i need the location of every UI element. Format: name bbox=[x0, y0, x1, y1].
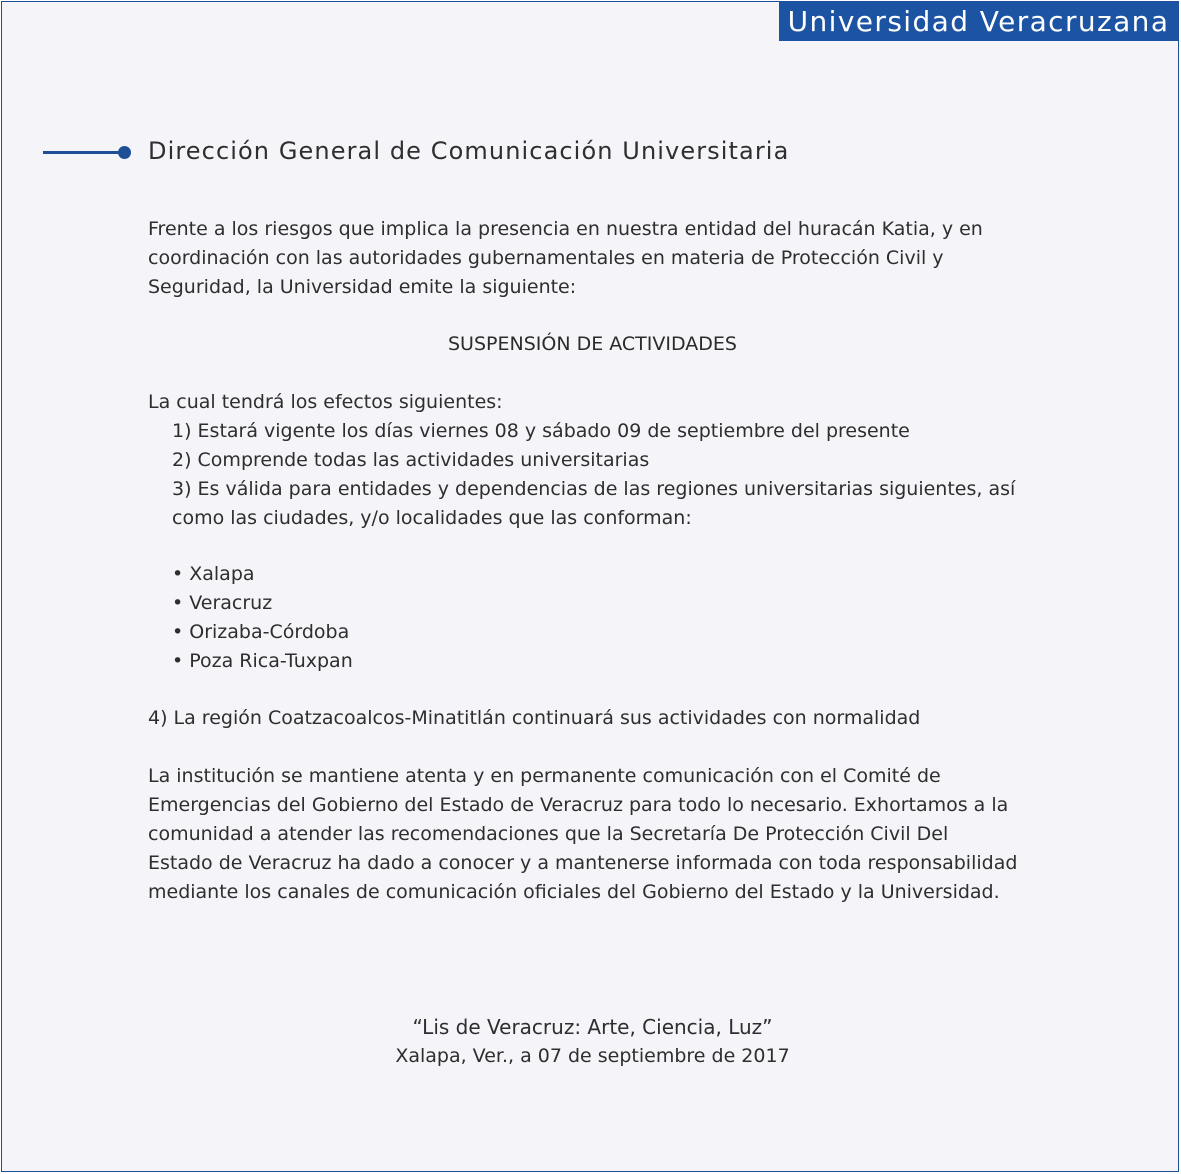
intro-line: Frente a los riesgos que implica la presencia en nuestra entidad del huracán Katia, y en bbox=[148, 218, 983, 240]
department-rule-dot bbox=[118, 146, 131, 159]
effect-item: 3) Es válida para entidades y dependencias de las regiones universitarias siguientes, así bbox=[172, 478, 1016, 500]
effects-lead: La cual tendrá los efectos siguientes: bbox=[148, 391, 503, 413]
list-item: • Orizaba-Córdoba bbox=[172, 621, 350, 643]
list-item: • Veracruz bbox=[172, 592, 273, 614]
intro-paragraph bbox=[148, 215, 983, 302]
point-four: 4) La región Coatzacoalcos-Minatitlán continuará sus actividades con normalidad bbox=[148, 707, 921, 729]
list-item: • Xalapa bbox=[172, 563, 255, 585]
closing-paragraph bbox=[148, 762, 1017, 907]
document-frame bbox=[1, 1, 1179, 1172]
university-motto: “Lis de Veracruz: Arte, Ciencia, Luz” bbox=[412, 1015, 773, 1039]
place-and-date: Xalapa, Ver., a 07 de septiembre de 2017 bbox=[395, 1045, 790, 1067]
effect-item: 1) Estará vigente los días viernes 08 y sábado 09 de septiembre del presente bbox=[172, 420, 910, 442]
closing-line: comunidad a atender las recomendaciones que la Secretaría De Protección Civil Del bbox=[148, 823, 949, 845]
department-rule-line bbox=[43, 151, 123, 154]
closing-line: Estado de Veracruz ha dado a conocer y a mantenerse informada con toda responsabilidad bbox=[148, 852, 1018, 874]
effect-item: como las ciudades, y/o localidades que las conforman: bbox=[172, 507, 692, 529]
closing-line: Emergencias del Gobierno del Estado de Veracruz para todo lo necesario. Exhortamos a la bbox=[148, 794, 1009, 816]
intro-line: coordinación con las autoridades gubernamentales en materia de Protección Civil y bbox=[148, 247, 944, 269]
department-title: Dirección General de Comunicación Universitaria bbox=[148, 137, 790, 165]
effects-section bbox=[148, 388, 1015, 533]
intro-line: Seguridad, la Universidad emite la siguiente: bbox=[148, 276, 577, 298]
closing-line: mediante los canales de comunicación oficiales del Gobierno del Estado y la Universidad. bbox=[148, 881, 1000, 903]
closing-line: La institución se mantiene atenta y en permanente comunicación con el Comité de bbox=[148, 765, 941, 787]
university-banner: Universidad Veracruzana bbox=[779, 2, 1178, 41]
effect-item: 2) Comprende todas las actividades universitarias bbox=[172, 449, 650, 471]
regions-list bbox=[148, 560, 353, 676]
notice-title: SUSPENSIÓN DE ACTIVIDADES bbox=[448, 333, 737, 355]
list-item: • Poza Rica-Tuxpan bbox=[172, 650, 353, 672]
